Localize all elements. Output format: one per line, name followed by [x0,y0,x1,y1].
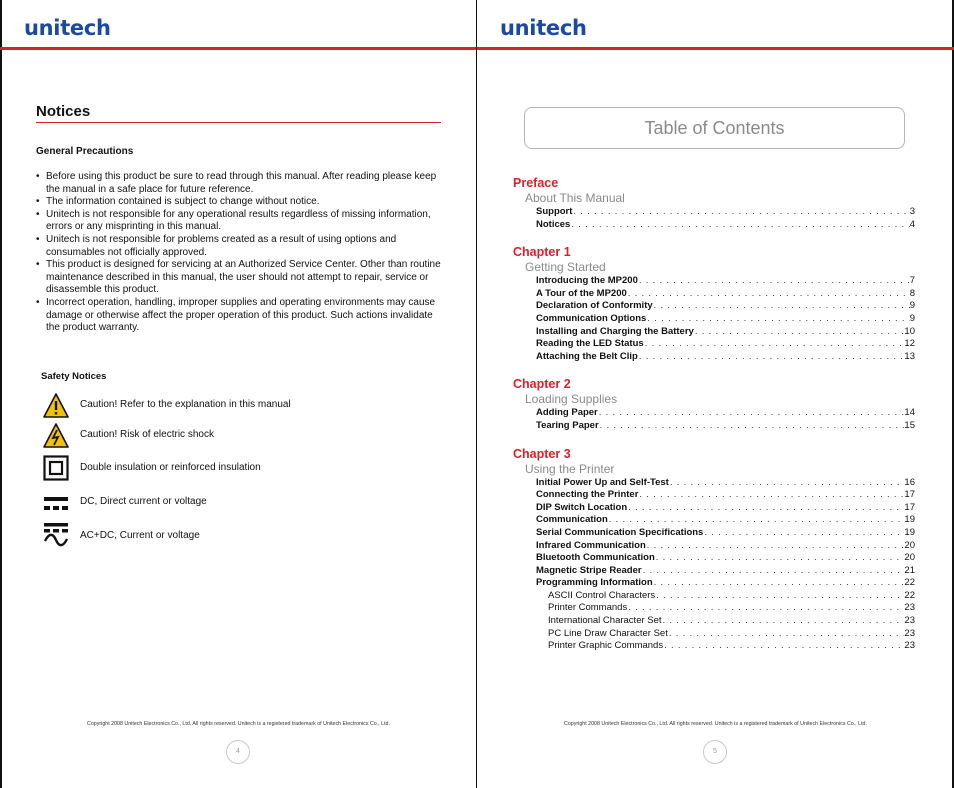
list-item: • Before using this product be sure to read through this manual. After reading please keep the manual in a safe place for future reference. [36,171,437,195]
toc-leader-dots [653,300,910,313]
safety-item: Caution! Risk of electric shock [40,423,420,453]
toc-leader-dots [627,502,904,515]
toc-spacer [513,433,915,447]
toc-entry-label: Tearing Paper [536,419,599,431]
caution-triangle-icon [43,393,69,419]
safety-item: Double insulation or reinforced insulation [40,455,420,485]
toc-entry-label: Declaration of Conformity [536,300,653,312]
toc-leader-dots [627,288,910,301]
toc-entry-label: Bluetooth Communication [536,552,655,564]
toc-entry-label: Notices [536,218,571,230]
toc-entry-label: Programming Information [536,577,653,589]
unitech-logo: unitech [500,16,587,40]
toc-leader-dots [570,219,909,232]
toc-entry-page: 16 [904,476,915,488]
toc-entry[interactable] [513,206,915,219]
toc-chapter-title: Preface [513,176,559,190]
toc-section-title: Using the Printer [525,461,615,476]
toc-entry-label: Reading the LED Status [536,338,644,350]
toc-leader-dots [638,351,905,364]
toc-entry[interactable] [513,514,915,527]
toc-spacer [513,363,915,377]
toc-entry-page: 12 [904,338,915,350]
toc-leader-dots [653,577,905,590]
toc-entry-label: Printer Commands [548,602,628,614]
toc-leader-dots [599,420,905,433]
safety-item: DC, Direct current or voltage [40,491,420,521]
toc-entry-label: Installing and Charging the Battery [536,325,694,337]
toc-entry-label: A Tour of the MP200 [536,287,627,299]
toc-entry-label: Connecting the Printer [536,489,639,501]
toc-entry-page: 14 [904,407,915,419]
toc-entry-page: 7 [909,275,915,287]
toc-chapter-title: Chapter 2 [513,377,571,392]
toc-leader-dots [608,514,905,527]
page-number: 4 [226,740,250,764]
toc-entry-label: Adding Paper [536,407,598,419]
toc-entry[interactable] [513,407,915,420]
toc-leader-dots [644,338,905,351]
general-precautions-heading: General Precautions [36,146,134,157]
list-item: • The information contained is subject to change without notice. [36,196,320,208]
toc-entry-label: ASCII Control Characters [548,589,656,601]
toc-entry[interactable] [513,565,915,578]
toc-entry[interactable] [513,502,915,515]
toc-entry-page: 20 [904,539,915,551]
toc-entry-label: Magnetic Stripe Reader [536,564,642,576]
toc-entry-label: Initial Power Up and Self-Test [536,476,669,488]
table-of-contents [513,176,915,653]
toc-entry-page: 3 [909,206,915,217]
toc-entry-label: International Character Set [548,615,662,627]
toc-leader-dots [598,407,905,420]
toc-leader-dots [655,552,905,565]
toc-entry-label: Introducing the MP200 [536,275,638,287]
toc-leader-dots [694,326,905,339]
toc-entry-page: 20 [904,552,915,564]
toc-chapter-title: Chapter 3 [513,446,571,461]
toc-entry-label: Infrared Communication [536,539,646,551]
list-item: • Unitech is not responsible for problems created as a result of using options and consumables not officially approved. [36,233,397,258]
toc-leader-dots [572,206,909,219]
toc-leader-dots [669,477,905,490]
list-item: • Unitech is not responsible for any operational results regardless of missing information, errors or any misprinting in this manual. [36,208,431,233]
toc-entry-page: 23 [904,602,915,614]
toc-leader-dots [662,615,905,628]
toc-section-title: About This Manual [525,191,625,205]
header-red-bar [477,47,954,50]
toc-leader-dots [646,540,905,553]
toc-leader-dots [638,489,904,502]
toc-entry-label: Attaching the Belt Clip [536,350,638,362]
toc-entry[interactable] [513,326,915,339]
toc-leader-dots [668,628,905,641]
electric-shock-icon [43,423,69,449]
toc-entry-page: 23 [904,640,915,652]
toc-entry-page: 17 [904,501,915,513]
toc-entry-label: Communication Options [536,312,647,324]
toc-entry[interactable] [513,577,915,590]
dc-symbol-icon [43,491,69,517]
page-number: 5 [703,740,727,764]
safety-item: AC+DC, Current or voltage [40,522,420,552]
toc-entry-page: 19 [904,514,915,526]
toc-entry-label: Communication [536,514,608,526]
toc-entry[interactable] [513,489,915,502]
toc-entry[interactable] [513,219,915,232]
title-rule [36,122,441,123]
toc-entry[interactable] [513,275,915,288]
toc-entry-page: 22 [904,577,915,589]
page-title: Notices [36,103,91,120]
toc-entry-page: 23 [904,627,915,639]
safety-item: Caution! Refer to the explanation in this manual [40,393,420,423]
toc-entry[interactable] [513,527,915,540]
toc-entry-page: 17 [904,489,915,501]
toc-section-title: Loading Supplies [525,392,618,407]
toc-entry-page: 4 [909,218,915,230]
page-border [0,0,2,788]
ac-dc-symbol-icon [43,522,69,548]
toc-entry[interactable] [513,590,915,603]
toc-leader-dots [663,640,904,653]
unitech-logo: unitech [24,16,111,40]
copyright-notice: Copyright 2008 Unitech Electronics Co., Ltd. All rights reserved. Unitech is a registered trademark of Unitech Electronics Co., Ltd. [564,721,867,727]
toc-entry-label: Support [536,206,573,217]
toc-entry-page: 9 [909,312,915,324]
toc-entry[interactable] [513,338,915,351]
toc-entry[interactable] [513,288,915,301]
toc-entry[interactable] [513,615,915,628]
toc-spacer [513,231,915,245]
list-item: • This product is designed for servicing at an Authorized Service Center. Other than routine maintenance described in this manual, the user should not attempt to repair, service or disassemble this product. [36,259,441,296]
safety-notices-heading: Safety Notices [41,371,107,382]
toc-entry-page: 9 [909,300,915,312]
toc-leader-dots [627,602,904,615]
toc-leader-dots [642,565,905,578]
toc-entry-page: 8 [909,287,915,299]
toc-entry[interactable] [513,477,915,490]
toc-entry[interactable] [513,540,915,553]
toc-leader-dots [655,590,904,603]
toc-entry-page: 23 [904,615,915,627]
toc-leader-dots [703,527,904,540]
toc-entry[interactable] [513,640,915,653]
toc-section-title: Getting Started [525,260,606,275]
toc-leader-dots [638,275,910,288]
list-item: • Incorrect operation, handling, improper supplies and operating environments may cause damage or otherwise affect the proper operation of this product. Such actions invalidate the product warranty. [36,296,436,334]
double-insulation-icon [43,455,69,481]
toc-entry-page: 21 [904,564,915,576]
toc-entry-label: Printer Graphic Commands [548,640,664,652]
toc-entry-label: DIP Switch Location [536,501,628,513]
toc-entry-label: PC Line Draw Character Set [548,627,668,639]
toc-entry[interactable] [513,300,915,313]
toc-entry[interactable] [513,351,915,364]
toc-entry-page: 10 [904,325,915,337]
toc-chapter-title: Chapter 1 [513,245,571,260]
toc-entry[interactable] [513,602,915,615]
toc-entry-page: 22 [904,589,915,601]
toc-entry-page: 13 [904,350,915,362]
toc-entry-page: 19 [904,526,915,538]
copyright-notice: Copyright 2008 Unitech Electronics Co., Ltd. All rights reserved. Unitech is a registered trademark of Unitech Electronics Co., Ltd. [87,721,390,727]
toc-entry[interactable] [513,313,915,326]
toc-entry[interactable] [513,552,915,565]
toc-entry-label: Serial Communication Specifications [536,526,704,538]
toc-entry[interactable] [513,628,915,641]
precautions-list [36,171,446,335]
header-red-bar [0,47,477,50]
toc-entry-page: 15 [904,419,915,431]
right-page [477,0,954,788]
toc-title-box: Table of Contents [524,107,905,149]
toc-entry[interactable] [513,420,915,433]
toc-leader-dots [646,313,909,326]
